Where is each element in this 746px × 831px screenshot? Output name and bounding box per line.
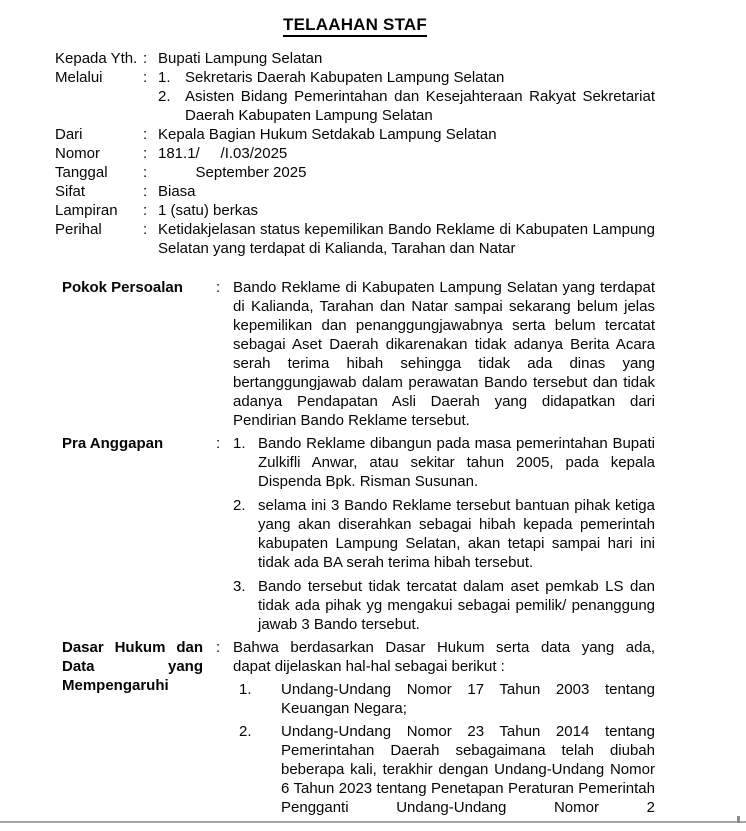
- header-row-sifat: [55, 182, 655, 201]
- pra-anggapan-label: Pra Anggapan: [62, 435, 164, 452]
- pra-item-text: Bando Reklame dibangun pada masa pemerintahan Bupati Zulkifli Anwar, atau sekitar tahun 2005, pada kepala Dispenda Bpk. Risman Susunan.: [258, 435, 655, 490]
- dasar-item-number: 2.: [239, 723, 252, 740]
- header-block: [55, 49, 655, 258]
- document-title: TELAAHAN STAF: [283, 15, 427, 37]
- sifat-colon: :: [143, 183, 148, 200]
- melalui-label: Melalui: [55, 69, 103, 86]
- pra-anggapan-colon: :: [216, 435, 221, 452]
- pokok-persoalan-colon: :: [216, 279, 221, 296]
- header-row-dari: [55, 125, 655, 144]
- dasar-item-text: Undang-Undang Nomor 23 Tahun 2014 tentang Pemerintahan Daerah sebagaimana telah diubah beberapa kali, terakhir dengan Undang-Undang Nomor 6 Tahun 2023 tentang Penetapan Peraturan Pemerintah Pengganti Undang-Undang Nomor 2: [281, 723, 655, 816]
- header-row-lampiran: [55, 201, 655, 220]
- nomor-colon: :: [143, 145, 148, 162]
- header-row-melalui: [55, 68, 655, 125]
- pra-item-text: Bando tersebut tidak tercatat dalam aset pemkab LS dan tidak ada pihak yg mengakui sebagai pemilik/ penanggung jawab 3 Bando tersebut.: [258, 578, 655, 633]
- tanggal-colon: :: [143, 164, 148, 181]
- melalui-item: [158, 68, 655, 87]
- melalui-item-number: 1.: [158, 69, 171, 86]
- melalui-item-number: 2.: [158, 88, 171, 105]
- perihal-value: Ketidakjelasan status kepemilikan Bando Reklame di Kabupaten Lampung Selatan yang terdapat di Kalianda, Tarahan dan Natar: [158, 221, 655, 257]
- pokok-persoalan-label: Pokok Persoalan: [62, 279, 183, 296]
- header-row-nomor: [55, 144, 655, 163]
- melalui-item-text: Asisten Bidang Pemerintahan dan Kesejahteraan Rakyat Sekretariat Daerah Kabupaten Lampung Selatan: [185, 88, 655, 124]
- sifat-value: Biasa: [158, 183, 196, 200]
- tanggal-label: Tanggal: [55, 164, 108, 181]
- page-bottom-divider: [0, 821, 746, 831]
- perihal-colon: :: [143, 221, 148, 238]
- tanggal-value: September 2025: [158, 164, 307, 181]
- nomor-label: Nomor: [55, 145, 101, 162]
- pra-anggapan-item: [233, 577, 655, 634]
- dasar-hukum-item: [233, 722, 655, 817]
- pra-anggapan-item: [233, 434, 655, 491]
- dasar-item-number: 1.: [239, 681, 252, 698]
- melalui-colon: :: [143, 69, 148, 86]
- melalui-list: [158, 68, 655, 125]
- nomor-value: 181.1/ /I.03/2025: [158, 145, 288, 162]
- dasar-hukum-item: [233, 680, 655, 718]
- kepada-label: Kepada Yth.: [55, 50, 138, 67]
- lampiran-label: Lampiran: [55, 202, 118, 219]
- dari-label: Dari: [55, 126, 83, 143]
- lampiran-colon: :: [143, 202, 148, 219]
- header-row-perihal: [55, 220, 655, 258]
- dasar-hukum-label: Dasar Hukum dan Data yang Mempengaruhi: [62, 639, 203, 694]
- section-dasar-hukum: [62, 638, 655, 817]
- section-pra-anggapan: [62, 434, 655, 634]
- lampiran-value: 1 (satu) berkas: [158, 202, 259, 219]
- header-row-tanggal: [55, 163, 655, 182]
- sifat-label: Sifat: [55, 183, 86, 200]
- pra-anggapan-list: [233, 434, 655, 634]
- pra-item-text: selama ini 3 Bando Reklame tersebut bantuan pihak ketiga yang akan diserahkan sebagai hibah kepada pemerintah kabupaten Lampung Selatan, akan tetapi sampai hari ini tidak ada BA serah terima hibah tersebut.: [258, 497, 655, 571]
- pra-item-number: 1.: [233, 435, 246, 452]
- dari-value: Kepala Bagian Hukum Setdakab Lampung Selatan: [158, 126, 497, 143]
- pra-item-number: 2.: [233, 497, 246, 514]
- dasar-hukum-colon: :: [216, 639, 221, 656]
- dasar-item-text: Undang-Undang Nomor 17 Tahun 2003 tentang Keuangan Negara;: [281, 681, 655, 717]
- dasar-hukum-list: [233, 680, 655, 817]
- section-pokok-persoalan: [62, 278, 655, 430]
- melalui-item: [158, 87, 655, 125]
- melalui-item-text: Sekretaris Daerah Kabupaten Lampung Selatan: [185, 69, 505, 86]
- title-row: [55, 15, 655, 37]
- kepada-value: Bupati Lampung Selatan: [158, 50, 323, 67]
- dasar-intro-line2: dapat dijelaskan hal-hal sebagai berikut :: [233, 658, 505, 675]
- header-row-kepada: [55, 49, 655, 68]
- page-bottom-divider-tick: [737, 816, 740, 823]
- document-content: [55, 0, 655, 817]
- perihal-label: Perihal: [55, 221, 102, 238]
- pra-item-number: 3.: [233, 578, 246, 595]
- dasar-intro-line1: Bahwa berdasarkan Dasar Hukum serta data yang ada,: [233, 639, 655, 656]
- dasar-hukum-body: [233, 638, 655, 817]
- pokok-persoalan-body: Bando Reklame di Kabupaten Lampung Selatan yang terdapat di Kalianda, Tarahan dan Natar sampai sekarang belum jelas kepemilikan dan penanggungjawabnya serta belum tercatat sebagai Aset Daerah dikarenakan tidak adanya Berita Acara serah terima hibah sehingga tidak ada dinas yang bertanggungjawab dalam perawatan Bando tersebut dan tidak adanya Pendapatan Asli Daerah yang didapatkan dari Pendirian Bando Reklame tersebut.: [233, 279, 655, 429]
- pra-anggapan-item: [233, 496, 655, 572]
- sections-block: [62, 278, 655, 817]
- kepada-colon: :: [143, 50, 148, 67]
- dari-colon: :: [143, 126, 148, 143]
